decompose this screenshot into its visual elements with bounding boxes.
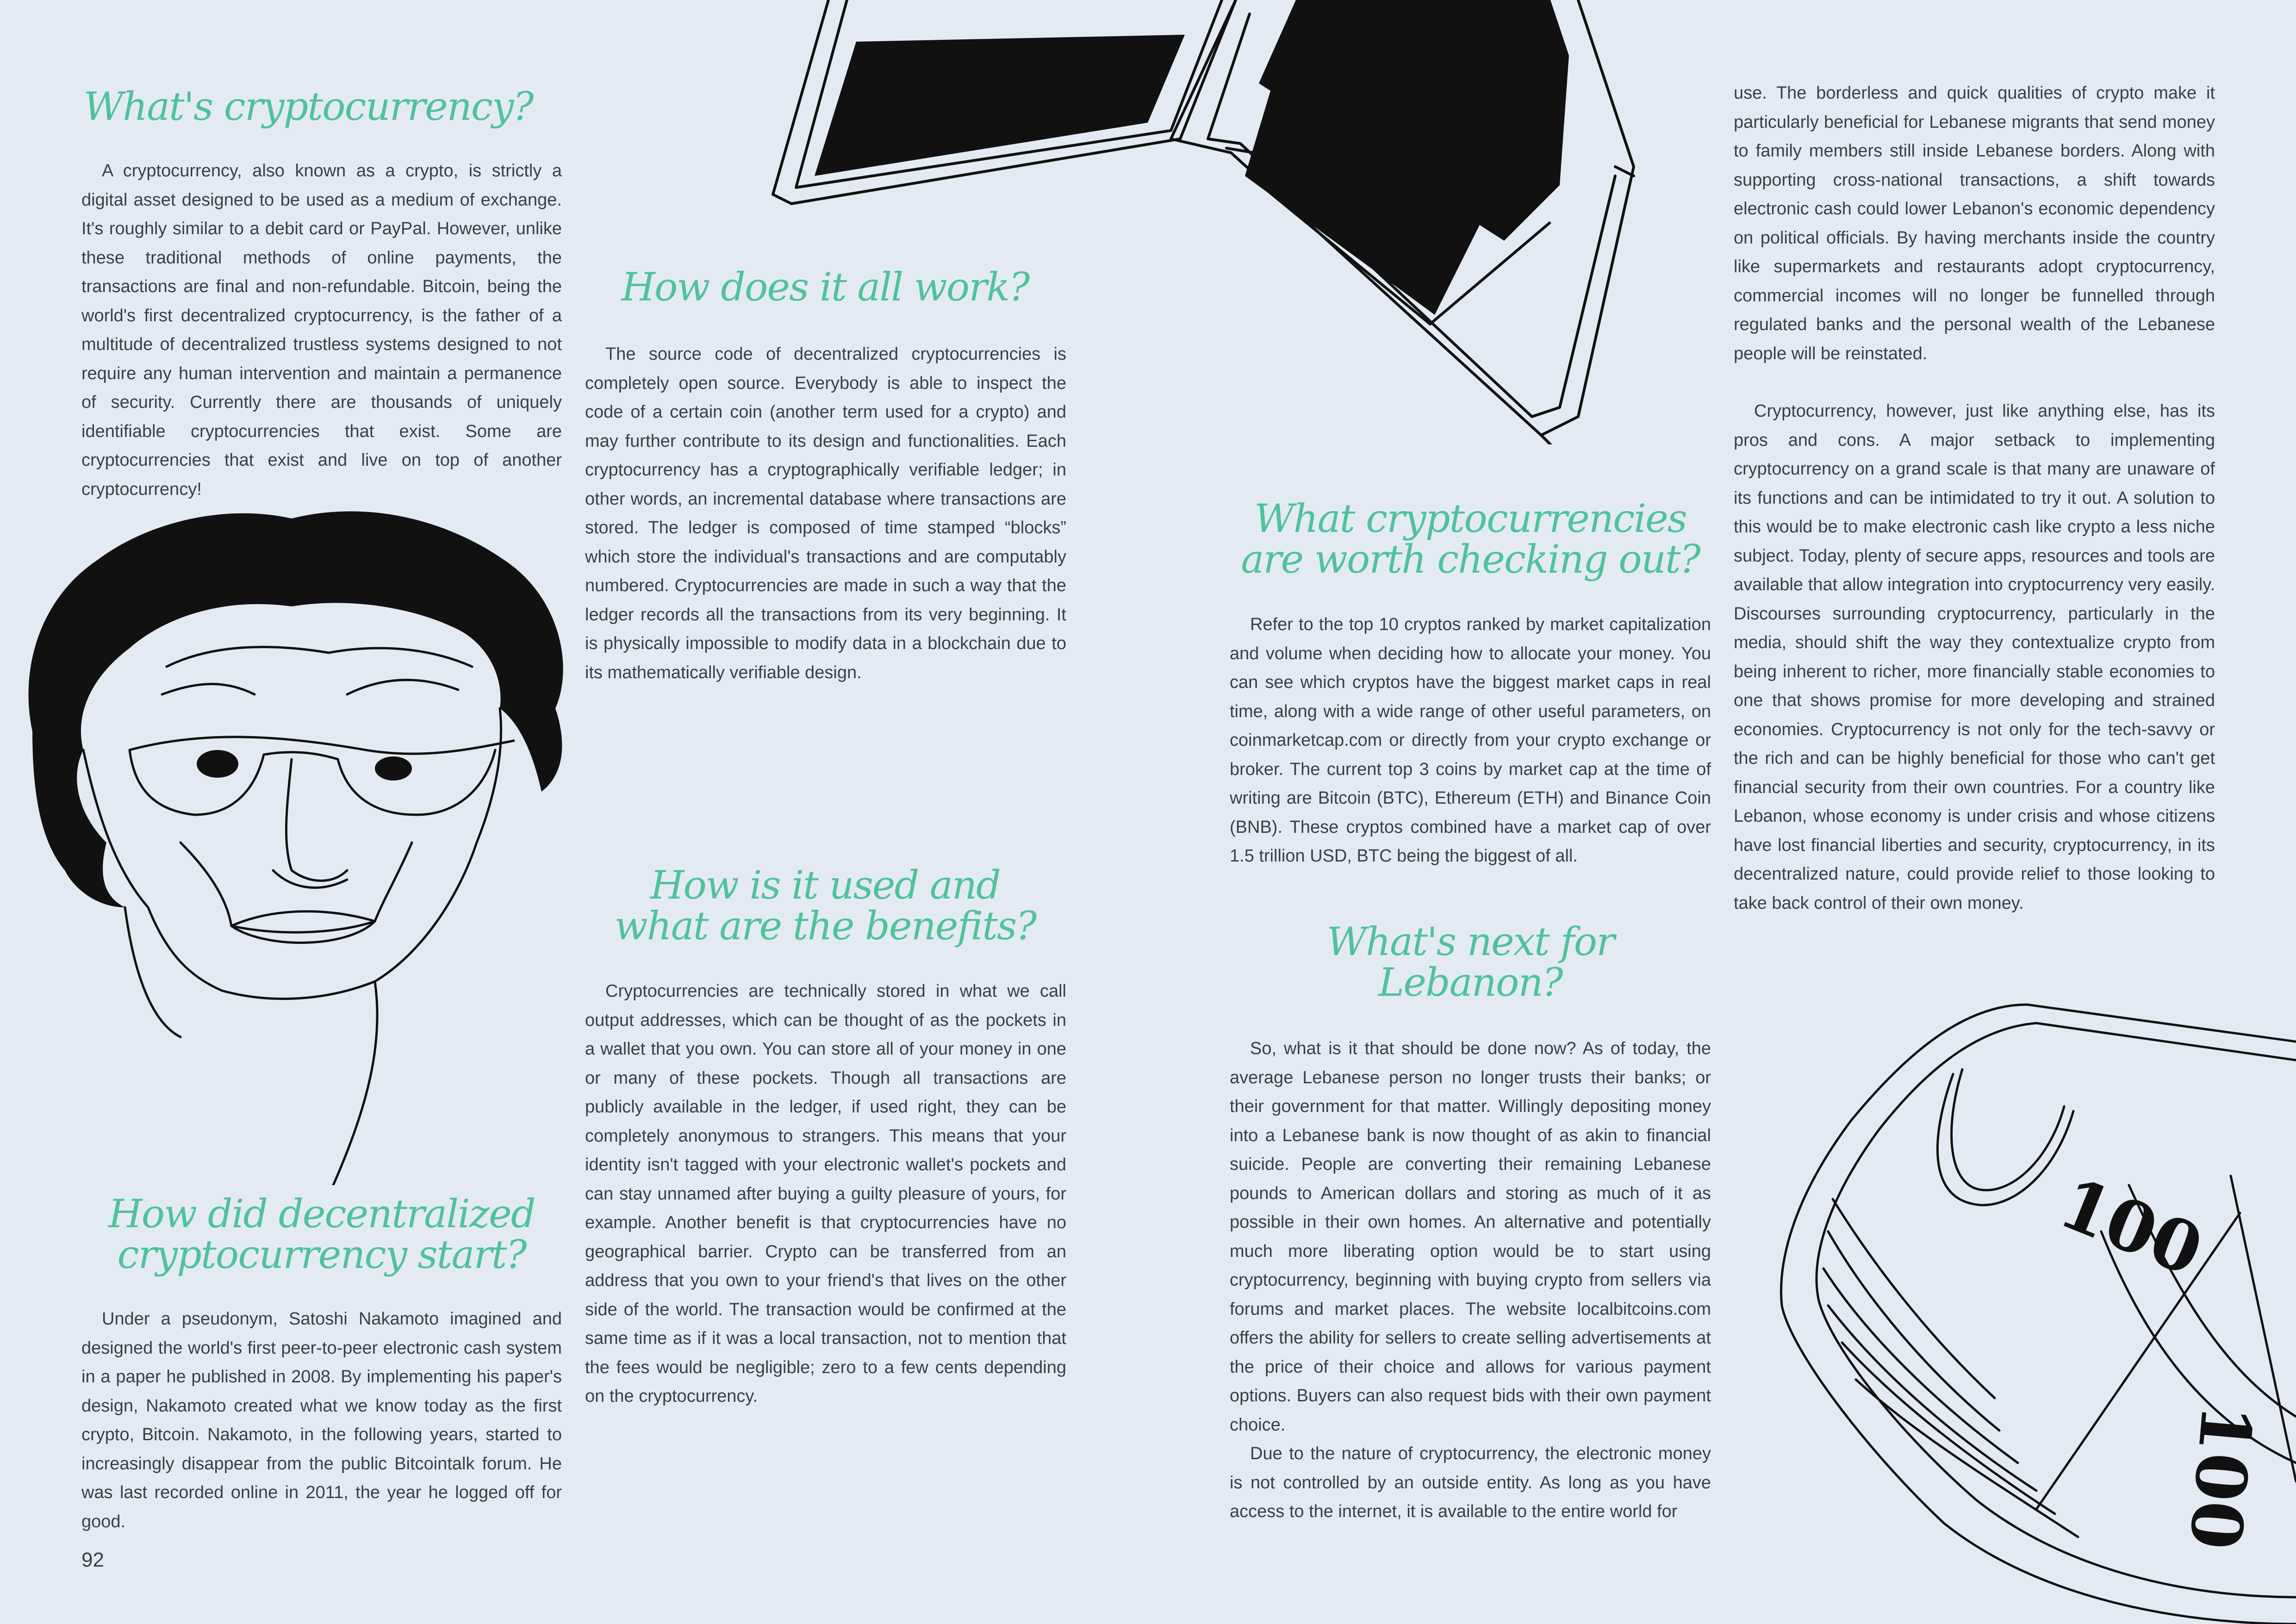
paragraph: Cryptocurrency, however, just like anything else, has its pros and cons. A major setback to implementing cryptocurrency on a grand scale is that many are unaware of its functions and can be intimidated to try it out. A solution to this would be to make electronic cash like crypto a less niche subject. Today, plenty of secure apps, resources and tools are available that allow integration into cryptocurrency very easily. Discourses surrounding cryptocurrency, particularly in the media, should shift the way they contextualize crypto from being inherent to richer, more financially stable economies to one that shows promise for more developing and strained economies. Cryptocurrency is not only for the tech-savvy or the rich and can be highly beneficial for those who can't get financial security from their own countries. For a country like Lebanon, whose economy is under crisis and whose citizens have lost financial liberties and security, cryptocurrency, in its decentralized nature, could provide relief to those looking to take back control of their own money. bbox=[1734, 401, 2215, 913]
body-how-did-cryptocurrency-start bbox=[81, 1305, 562, 1536]
money-roll-illustration bbox=[1777, 1000, 2296, 1624]
body-whats-next-for-lebanon bbox=[1230, 1034, 1711, 1526]
paragraph: Refer to the top 10 cryptos ranked by market capitalization and volume when deciding how to allocate your money. You can see which cryptos have the biggest market caps in real time, along with a wide range of other useful parameters, on coinmarketcap.com or directly from your crypto exchange or broker. The current top 3 coins by market cap at the time of writing are Bitcoin (BTC), Ethereum (ETH) and Binance Coin (BNB). These cryptos combined have a market cap of over 1.5 trillion USD, BTC being the biggest of all. bbox=[1230, 615, 1711, 866]
heading-whats-cryptocurrency: What's cryptocurrency? bbox=[83, 84, 533, 129]
paragraph: Under a pseudonym, Satoshi Nakamoto imagined and designed the world's first peer-to-peer electronic cash system in a paper he published in 2008. By implementing his paper's design, Nakamoto created what we know today as the first crypto, Bitcoin. Nakamoto, in the following years, started to increasingly disappear from the public Bitcointalk forum. He was last recorded online in 2011, the year he logged off for good. bbox=[81, 1309, 562, 1531]
heading-how-did-decentralized-cryptocurrency-start: How did decentralized cryptocurrency start? bbox=[108, 1191, 535, 1277]
heading-whats-next-for-lebanon: What's next for Lebanon? bbox=[1326, 919, 1614, 1005]
svg-text:100: 100 bbox=[2173, 1401, 2268, 1553]
paragraph: Due to the nature of cryptocurrency, the electronic money is not controlled by an outside entity. As long as you have access to the internet, it is available to the entire world for bbox=[1230, 1444, 1711, 1521]
paragraph: A cryptocurrency, also known as a crypto, is strictly a digital asset designed to be used as a medium of exchange. It's roughly similar to a debit card or PayPal. However, unlike these traditional methods of online payments, the transactions are final and non-refundable. Bitcoin, being the world's first decentralized cryptocurrency, is the father of a multitude of decentralized trustless systems designed to not require any human intervention and maintain a permanence of security. Currently there are thousands of uniquely identifiable cryptocurrencies that exist. Some are cryptocurrencies that exist and live on top of another cryptocurrency! bbox=[81, 161, 562, 499]
heading-what-cryptocurrencies-worth-checking: What cryptocurrencies are worth checking out? bbox=[1241, 496, 1700, 582]
paragraph: So, what is it that should be done now? As of today, the average Lebanese person no longer trusts their banks; or their government for that matter. Willingly depositing money into a Lebanese bank is now thought of as akin to financial suicide. People are converting their remaining Lebanese pounds to American dollars and storing as much of it as possible in their own homes. An alternative and potentially much more liberating option would be to start using cryptocurrency, beginning with buying crypto from sellers via forums and market places. The website localbitcoins.com offers the ability for sellers to create selling advertisements at the price of their choice and allows for various payment options. Buyers can also request bids with their own payment choice. bbox=[1230, 1039, 1711, 1435]
body-how-does-it-all-work bbox=[585, 340, 1066, 687]
satoshi-portrait-illustration bbox=[14, 491, 579, 1185]
heading-how-does-it-all-work: How does it all work? bbox=[621, 264, 1029, 310]
paragraph: The source code of decentralized cryptocurrencies is completely open source. Everybody is able to inspect the code of a certain coin (another term used for a crypto) and may further contribute to its design and functionalities. Each cryptocurrency has a cryptographically verifiable ledger; in other words, an incremental database where transactions are stored. The ledger is composed of time stamped “blocks” which store the individual's transactions and are computably numbered. Cryptocurrencies are made in such a way that the ledger records all the transactions from its very beginning. It is physically impossible to modify data in a blockchain due to its mathematically verifiable design. bbox=[585, 344, 1066, 682]
body-lebanon-continued bbox=[1734, 79, 2215, 918]
body-how-is-it-used bbox=[585, 977, 1066, 1411]
page-number: 92 bbox=[81, 1549, 104, 1571]
heading-how-is-it-used-and-benefits: How is it used and what are the benefits? bbox=[614, 862, 1036, 949]
body-whats-cryptocurrency bbox=[81, 156, 562, 504]
svg-text:100: 100 bbox=[2048, 1162, 2214, 1292]
paragraph: use. The borderless and quick qualities of crypto make it particularly beneficial for Lebanese migrants that send money to family members still inside Lebanese borders. Along with supporting cross-national transactions, a shift towards electronic cash could lower Lebanon's economic dependency on political officials. By having merchants inside the country like supermarkets and restaurants adopt cryptocurrency, commercial incomes will no longer be funnelled through regulated banks and the personal wealth of the Lebanese people will be reinstated. bbox=[1734, 83, 2215, 363]
body-what-cryptocurrencies-worth-checking bbox=[1230, 610, 1711, 871]
paragraph: Cryptocurrencies are technically stored in what we call output addresses, which can be thought of as the pockets in a wallet that you own. You can store all of your money in one or many of these pockets. Though all transactions are publicly available in the ledger, if used right, they can be completely anonymous to strangers. This means that your identity isn't tagged with your electronic wallet's pockets and can stay unnamed after buying a guilty pleasure of yours, for example. Another benefit is that cryptocurrencies have no geographical barrier. Crypto can be transferred from an address that you own to your friend's that lives on the other side of the world. The transaction would be confirmed at the same time as if it was a local transaction, not to mention that the fees would be negligible; zero to a few cents depending on the cryptocurrency. bbox=[585, 981, 1066, 1406]
